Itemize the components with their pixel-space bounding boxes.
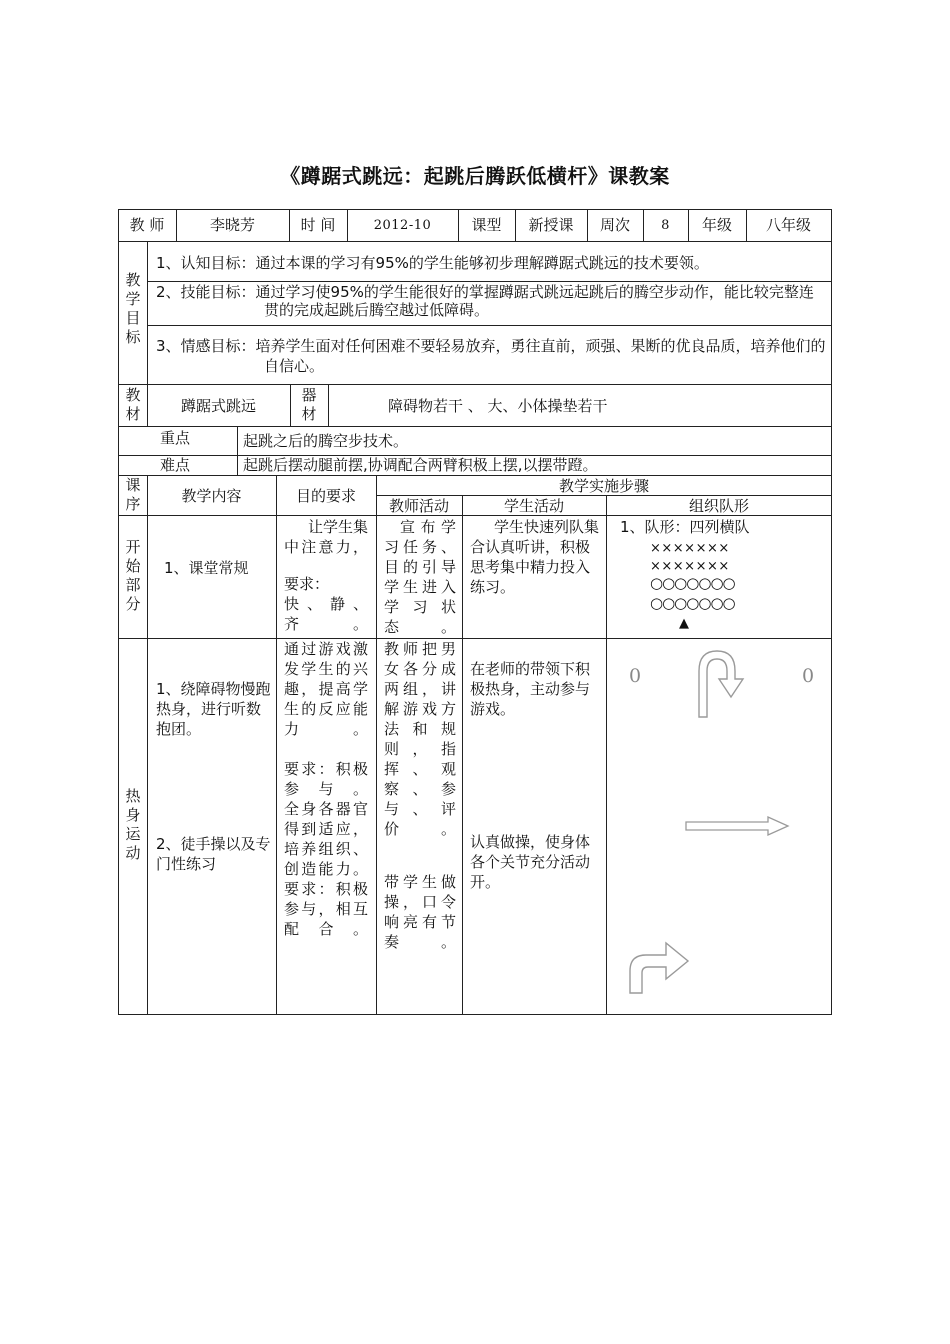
table-border-left [118, 209, 119, 1015]
table-border-top [118, 209, 832, 210]
document-title: 《蹲踞式跳远：起跳后腾跃低横杆》课教案 [280, 164, 670, 188]
table-border-right [831, 209, 832, 1015]
materials-label: 教材 [125, 386, 141, 423]
section-start-purpose-a: 让学生集中注意力， [284, 518, 369, 556]
formation-row-4: ○○○○○○○ [650, 594, 735, 612]
section-start-purpose-c: 快、静、齐。 [284, 595, 368, 633]
table-border-bottom [118, 1014, 832, 1015]
table-line [276, 475, 277, 1015]
table-line [147, 325, 832, 326]
header-steps: 教学实施步骤 [558, 477, 649, 495]
obstacle-mark-left: 0 [629, 665, 642, 687]
section-start-teacher: 宣布学习任务、目的引导学生进入学习状态。 [384, 518, 456, 636]
table-line [147, 281, 832, 282]
formation-row-1: ××××××× [650, 541, 730, 556]
difficulty-value: 起跳后摆动腿前摆,协调配合两臂积极上摆,以摆带蹬。 [243, 456, 598, 474]
objective-2 [156, 283, 828, 319]
header-teacher: 教师活动 [388, 497, 449, 515]
type-value: 新授课 [528, 216, 574, 234]
header-student: 学生活动 [503, 497, 564, 515]
formation-title: 1、队形：四列横队 [620, 518, 750, 536]
objective-1: 1、认知目标：通过本课的学习有95%的学生能够初步理解蹲踞式跳远的技术要领。 [156, 254, 709, 272]
warmup-purpose-2: 要求：积极参与。 [284, 760, 368, 798]
warmup-purpose-4: 要求：积极参与，相互配合。 [284, 880, 368, 938]
turn-right-arrow-icon [626, 935, 696, 997]
formation-row-3: ○○○○○○○ [650, 574, 735, 592]
warmup-teacher-1: 教师把男女各分成两组，讲解游戏方法和规则，指挥、观察、参与、评价。 [384, 640, 456, 838]
u-turn-arrow-icon [691, 645, 761, 725]
table-line [462, 495, 463, 1015]
key-point-label: 重点 [160, 429, 191, 447]
key-point-value: 起跳之后的腾空步技术。 [243, 432, 409, 450]
section-start-content: 1、课堂常规 [164, 559, 249, 577]
table-line [118, 638, 832, 639]
equipment-label: 器材 [301, 386, 317, 423]
table-line [290, 384, 291, 426]
header-order: 课序 [125, 476, 141, 513]
lesson-plan-table [118, 209, 832, 1015]
difficulty-label: 难点 [160, 456, 191, 474]
table-line [376, 475, 377, 1015]
objective-3 [156, 336, 828, 376]
section-start-student: 学生快速列队集合认真听讲，积极思考集中精力投入练习。 [470, 518, 600, 596]
teacher-position-marker: ▲ [679, 616, 689, 631]
table-line [118, 241, 832, 242]
warmup-purpose-3: 全身各器官得到适应，培养组织、创造能力。 [284, 800, 368, 878]
table-line [237, 426, 238, 475]
time-value: 2012-10 [373, 218, 432, 233]
table-line [147, 475, 148, 1015]
table-line [606, 495, 607, 1015]
warmup-student-2: 认真做操，使身体各个关节充分活动开。 [470, 833, 591, 891]
warmup-teacher-2: 带学生做操，口令响亮有节奏。 [384, 873, 456, 951]
header-formation: 组织队形 [688, 497, 749, 515]
warmup-content-2: 2、徒手操以及专门性练习 [156, 835, 271, 873]
table-line [118, 384, 832, 385]
objective-3-text: 3、情感目标：培养学生面对任何困难不要轻易放弃，勇往直前，顽强、果断的优良品质，培养他们的自信心。 [156, 337, 826, 375]
section-start-name: 开始部分 [125, 538, 141, 613]
section-start-purpose-b: 要求： [284, 575, 330, 593]
warmup-purpose-1: 通过游戏激发学生的兴趣，提高学生的反应能力。 [284, 640, 368, 738]
grade-value: 八年级 [765, 216, 811, 234]
warmup-student-1: 在老师的带领下积极热身，主动参与游戏。 [470, 660, 591, 718]
week-label: 周次 [599, 216, 630, 234]
teacher-name: 李晓芳 [209, 216, 255, 234]
grade-label: 年级 [701, 216, 732, 234]
table-line [118, 426, 832, 427]
table-line [328, 384, 329, 426]
obstacle-mark-right: 0 [802, 665, 815, 687]
equipment-value: 障碍物若干 、 大、小体操垫若干 [388, 397, 608, 415]
week-value: 8 [661, 218, 670, 233]
objective-2-text: 2、技能目标：通过学习使95%的学生能很好的掌握蹲踞式跳远起跳后的腾空步动作，能比较完整连贯的完成起跳后腾空越过低障碍。 [156, 283, 814, 319]
teacher-label: 教 师 [129, 216, 165, 234]
formation-row-2: ××××××× [650, 559, 730, 574]
header-purpose: 目的要求 [295, 487, 356, 505]
materials-value: 蹲踞式跳远 [180, 397, 256, 415]
warmup-content-1: 1、绕障碍物慢跑热身，进行听数抱团。 [156, 680, 271, 738]
right-arrow-icon [684, 814, 794, 838]
type-label: 课型 [471, 216, 502, 234]
time-label: 时 间 [300, 216, 336, 234]
objectives-label: 教学目标 [125, 271, 141, 346]
header-content: 教学内容 [181, 487, 242, 505]
section-warmup-name: 热身运动 [125, 787, 141, 862]
